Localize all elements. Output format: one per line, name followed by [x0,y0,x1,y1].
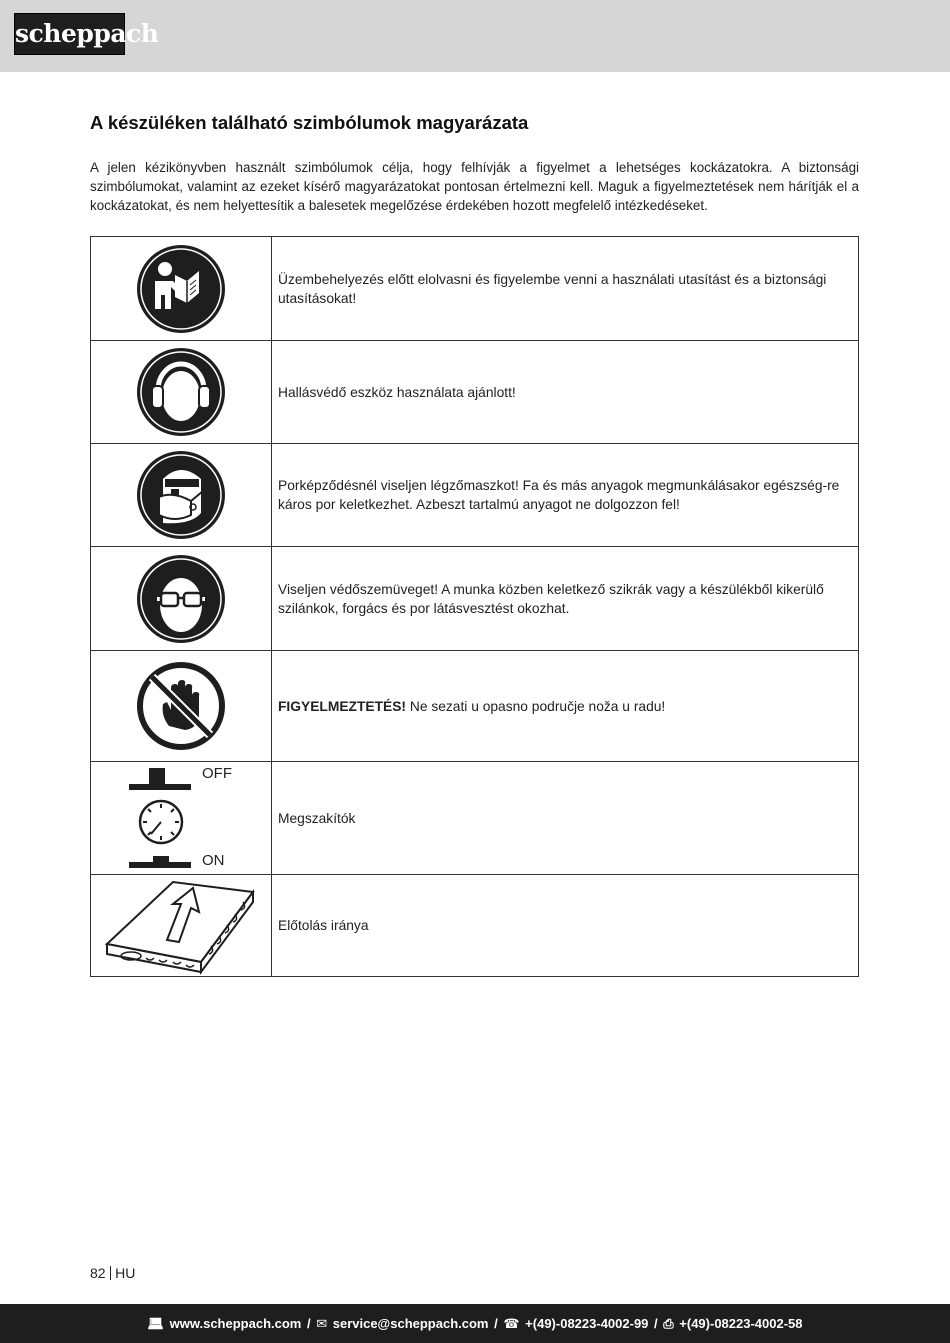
off-label: OFF [202,765,232,782]
footer-separator: / [303,1316,315,1331]
page-number-separator [110,1266,112,1280]
safety-goggles-icon [91,553,271,645]
scheppach-logo: scheppach [14,13,125,55]
page-title: A készüléken található szimbólumok magyarázata [90,112,529,133]
page-language: HU [115,1265,136,1281]
feed-direction-icon [91,876,271,976]
symbol-cell [91,341,272,444]
symbol-cell [91,651,272,762]
on-off-switch-icon [91,762,271,874]
symbol-description: Hallásvédő eszköz használata ajánlott! [272,341,859,444]
table-row [91,651,859,762]
fax-icon: ⎙ [663,1316,674,1331]
fax-number: +(49)-08223-4002-58 [679,1316,803,1331]
hearing-protection-icon [91,346,271,438]
symbol-description: Előtolás iránya [272,875,859,977]
page-number [90,1265,135,1281]
symbol-description [272,651,859,762]
intro-paragraph: A jelen kézikönyvben használt szimbólumok célja, hogy felhívják a figyelmet a lehetséges kockázatokra. A biztonsági szimbólumokat, valamint az ezeket kísérő magyarázatokat pontosan értelmezni kell. Maguk a figyelmeztetések nem hárítják el a kockázatokat, és nem helyettesítik a balesetek megelőzése érdekében hozott megfelelő intézkedéseket. [90,160,859,213]
warning-text: Ne sezati u opasno područje noža u radu! [406,698,666,714]
header-bar [0,0,950,72]
table-row [91,237,859,341]
website-link[interactable]: www.scheppach.com [169,1316,302,1331]
footer-separator: / [490,1316,502,1331]
symbol-description: Viseljen védőszemüveget! A munka közben keletkező szikrák vagy a készülékből kikerülő szilánkok, forgács és por látásvesztést okozhat. [272,547,859,651]
read-manual-icon [91,243,271,335]
computer-icon: 💻︎ [147,1316,164,1331]
no-hands-icon [91,660,271,752]
phone-number: +(49)-08223-4002-99 [525,1316,649,1331]
on-label: ON [202,852,225,869]
symbol-description: Porképződésnél viseljen légzőmaszkot! Fa és más anyagok megmunkálásakor egészség-re káros por keletkezhet. Azbeszt tartalmú anyagot ne dolgozzon fel! [272,444,859,547]
symbol-cell [91,762,272,875]
table-row [91,875,859,977]
symbol-cell [91,547,272,651]
symbol-cell [91,875,272,977]
mail-icon: ✉︎ [316,1316,328,1331]
warning-label: FIGYELMEZTETÉS! [278,698,407,714]
page-number-value: 82 [90,1265,106,1281]
symbol-table [90,236,859,977]
symbol-description: Üzembehelyezés előtt elolvasni és figyelembe venni a használati utasítást és a biztonsági utasításokat! [272,237,859,341]
table-row [91,547,859,651]
email-link[interactable]: service@scheppach.com [332,1316,489,1331]
table-row [91,444,859,547]
table-row [91,341,859,444]
dust-mask-icon [91,449,271,541]
footer-bar [0,1304,950,1343]
footer-separator: / [650,1316,662,1331]
symbol-cell [91,444,272,547]
phone-icon: ☎ [503,1316,520,1331]
symbol-cell [91,237,272,341]
symbol-description: Megszakítók [272,762,859,875]
table-row [91,762,859,875]
